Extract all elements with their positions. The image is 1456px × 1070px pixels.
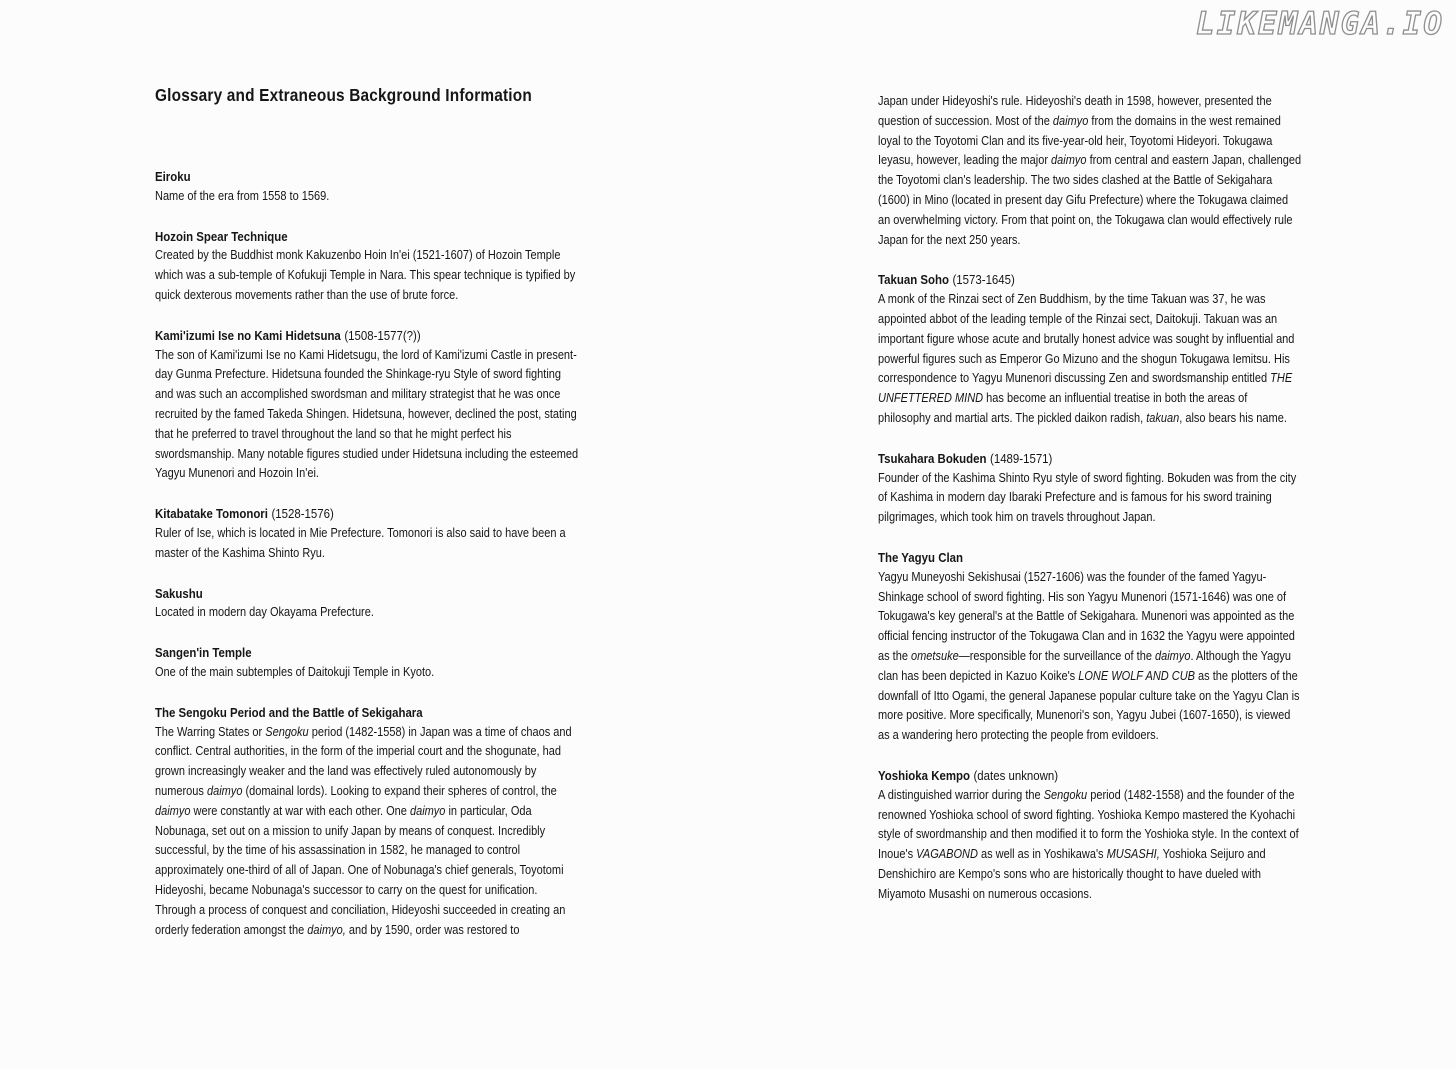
glossary-entry-takuan-soho: [878, 270, 1302, 428]
term-dates: (1489-1571): [990, 450, 1053, 466]
term-dates: (1508-1577(?)): [344, 327, 421, 343]
entry-term: [155, 584, 579, 604]
glossary-entry-yagyu-clan: [878, 548, 1302, 746]
entry-term: [155, 167, 579, 187]
entry-definition: Ruler of Ise, which is located in Mie Prefecture. Tomonori is also said to have been a master of the Kashima Shinto Ryu.: [155, 525, 566, 560]
term-name: Takuan Soho: [878, 272, 949, 288]
entry-term: [155, 326, 579, 346]
glossary-entry-sangenin-temple: [155, 643, 579, 683]
entry-definition: Founder of the Kashima Shinto Ryu style of sword fighting. Bokuden was from the city of Kashima in modern day Ibaraki Prefecture and is famous for his sword training pilgrimages, which took him on travels throughout Japan.: [878, 470, 1297, 525]
entry-term: [878, 548, 1302, 568]
entry-term: [878, 766, 1302, 786]
term-name: Sakushu: [155, 585, 203, 601]
term-dates: (1573-1645): [952, 272, 1015, 288]
term-name: Eiroku: [155, 169, 191, 184]
glossary-entry-hozoin-spear-technique: [155, 227, 579, 306]
entry-term: [155, 643, 579, 663]
continued-paragraph: Japan under Hideyoshi's rule. Hideyoshi's death in 1598, however, presented the question of succession. Most of the daimyo from the domains in the west remained loyal to the Toyotomi Clan and its five-year-old heir, Toyotomi Hideyori. Tokugawa Ieyasu, however, leading the major daimyo from central and eastern Japan, challenged the Toyotomi clan's leadership. The two sides clashed at the Battle of Sekigahara (1600) in Mino (located in present day Gifu Prefecture) where the Tokugawa claimed an overwhelming victory. From that point on, the Tokugawa clan would effectively rule Japan for the next 250 years.: [878, 94, 1302, 247]
site-watermark: LIKEMANGA.IO: [1196, 6, 1444, 42]
entry-definition: Yagyu Muneyoshi Sekishusai (1527-1606) was the founder of the famed Yagyu-Shinkage school of sword fighting. His son Yagyu Munenori (1571-1646) was one of Tokugawa's key general's at the Battle of Sekigahara. Munenori was appointed as the official fencing instructor of the Tokugawa Clan and in 1632 the Yagyu were appointed as the ometsuke—responsible for the surveillance of the daimyo. Although the Yagyu clan has been depicted in Kazuo Koike's LONE WOLF AND CUB as the plotters of the downfall of Itto Ogami, the general Japanese popular culture take on the Yagyu Clan is more positive. More specifically, Munenori's son, Yagyu Jubei (1607-1650), is viewed as a wandering hero protecting the people from evildoers.: [878, 569, 1300, 743]
term-name: Tsukahara Bokuden: [878, 450, 987, 466]
term-name: Kami'izumi Ise no Kami Hidetsuna: [155, 327, 341, 343]
term-name: Yoshioka Kempo: [878, 767, 970, 783]
glossary-entry-eiroku: [155, 167, 579, 207]
entry-definition: A monk of the Rinzai sect of Zen Buddhism, by the time Takuan was 37, he was appointed abbot of the leading temple of the Rinzai sect, Daitokuji. Takuan was an important figure whose acute and brutally honest advice was sought by influential and powerful figures such as Emperor Go Mizuno and the shogun Tokugawa Iemitsu. His correspondence to Yagyu Munenori discussing Zen and swordsmanship entitled THE UNFETTERED MIND has become an influential treatise in both the areas of philosophy and martial arts. The pickled daikon radish, takuan, also bears his name.: [878, 292, 1295, 425]
left-page-column: [155, 83, 637, 940]
page-title: Glossary and Extraneous Background Information: [155, 85, 532, 105]
glossary-entry-tsukahara-bokuden: [878, 449, 1302, 528]
glossary-entry-sengoku-sekigahara: [155, 703, 579, 941]
entry-definition: The Warring States or Sengoku period (1482-1558) in Japan was a time of chaos and conflict. Central authorities, in the form of the imperial court and the shogunate, had grown increasingly weaker and the land was effectively ruled autonomously by numerous daimyo (domainal lords). Looking to expand their spheres of control, the daimyo were constantly at war with each other. One daimyo in particular, Oda Nobunaga, set out on a mission to unify Japan by means of conquest. Incredibly successful, by the time of his assassination in 1582, he managed to control approximately one-third of all of Japan. One of Nobunaga's chief generals, Toyotomi Hideyoshi, became Nobunaga's successor to carry on the quest for unification. Through a process of conquest and conciliation, Hideyoshi succeeded in creating an orderly federation amongst the daimyo, and by 1590, order was restored to: [155, 724, 572, 937]
glossary-entry-yoshioka-kempo: [878, 766, 1302, 905]
right-page-column: [878, 92, 1360, 904]
entry-term: [155, 703, 579, 723]
term-name: Kitabatake Tomonori: [155, 506, 268, 522]
entry-term: [155, 227, 579, 247]
entry-definition: Located in modern day Okayama Prefecture.: [155, 605, 374, 620]
glossary-entry-sakushu: [155, 584, 579, 624]
term-name: The Yagyu Clan: [878, 549, 963, 565]
glossary-entry-kitabatake-tomonori: [155, 504, 579, 563]
entry-term: [155, 504, 579, 524]
entry-term: [878, 449, 1302, 469]
entry-definition: Created by the Buddhist monk Kakuzenbo Hoin In'ei (1521-1607) of Hozoin Temple which was a sub-temple of Kofukuji Temple in Nara. This spear technique is typified by quick dexterous movements rather than the use of brute force.: [155, 248, 576, 302]
entry-definition: A distinguished warrior during the Sengoku period (1482-1558) and the founder of the renowned Yoshioka school of sword fighting. Yoshioka Kempo mastered the Kyohachi style of swordmanship and then modified it to form the Yoshioka style. In the context of Inoue's VAGABOND as well as in Yoshikawa's MUSASHI, Yoshioka Seijuro and Denshichiro are Kempo's sons who are historically thought to have dueled with Miyamoto Musashi on numerous occasions.: [878, 787, 1299, 901]
entry-definition: Name of the era from 1558 to 1569.: [155, 188, 330, 203]
term-dates: (dates unknown): [973, 767, 1059, 783]
term-name: Hozoin Spear Technique: [155, 228, 288, 244]
term-name: Sangen'in Temple: [155, 645, 252, 661]
glossary-entry-kamiizumi-hidetsuna: [155, 326, 579, 484]
term-dates: (1528-1576): [271, 506, 334, 522]
entry-term: [878, 270, 1302, 290]
entry-definition: The son of Kami'izumi Ise no Kami Hidetsugu, the lord of Kami'izumi Castle in present-day Gunma Prefecture. Hidetsuna founded the Shinkage-ryu Style of sword fighting and was such an accomplished swordsman and military strategist that he was once recruited by the famed Takeda Shingen. Hidetsuna, however, declined the post, stating that he preferred to travel throughout the land so that he might perfect his swordsmanship. Many notable figures studied under Hidetsuna including the esteemed Yagyu Munenori and Hozoin In'ei.: [155, 347, 579, 481]
entry-definition: One of the main subtemples of Daitokuji Temple in Kyoto.: [155, 664, 435, 679]
term-name: The Sengoku Period and the Battle of Sekigahara: [155, 704, 423, 720]
